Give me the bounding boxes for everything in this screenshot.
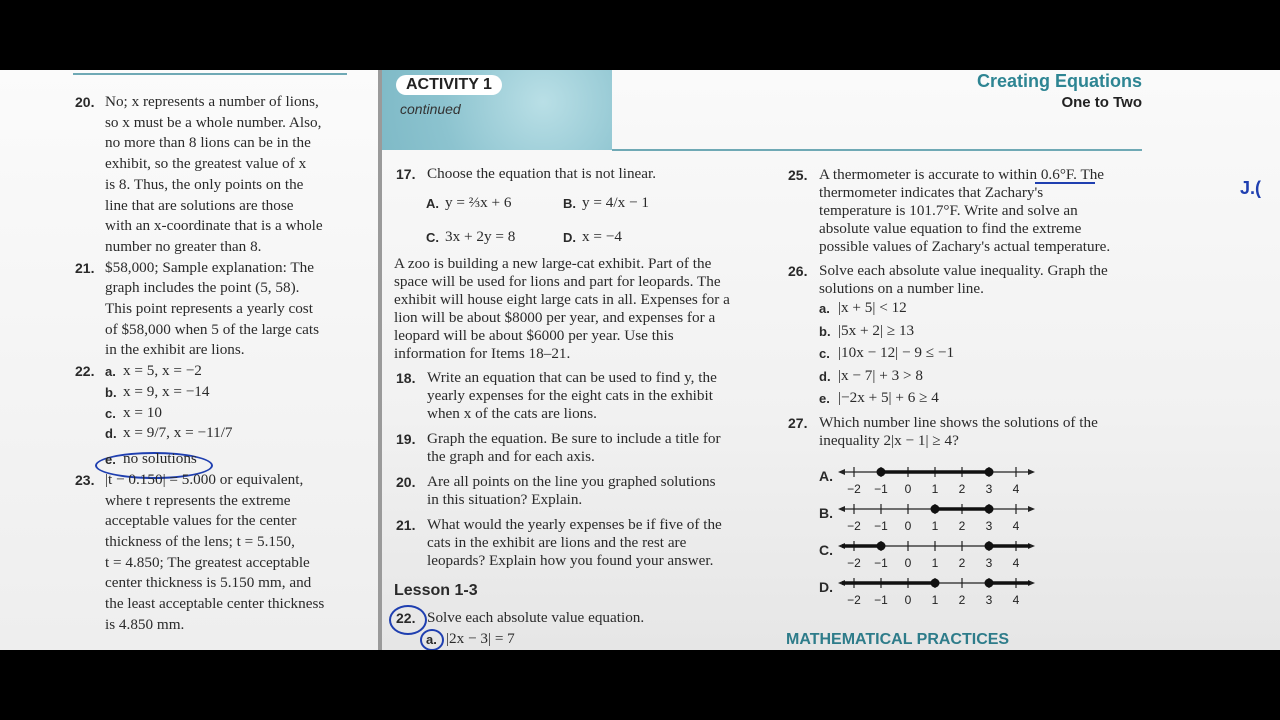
lesson-heading: Lesson 1-3 xyxy=(394,582,478,599)
column-divider xyxy=(378,70,382,650)
choice-text: y = 4/x − 1 xyxy=(582,194,649,211)
item-number: 20. xyxy=(75,94,95,110)
item-text: |t − 0.150| = 5.000 or equivalent, xyxy=(105,470,304,488)
tick-label: 1 xyxy=(931,519,939,533)
item-number: 19. xyxy=(396,431,416,447)
intro-text: space will be used for lions and part for leopards. The xyxy=(394,273,721,290)
part-label: a. xyxy=(426,632,437,647)
rule xyxy=(73,73,347,75)
item-text: the least acceptable center thickness xyxy=(105,595,325,613)
item-text: yearly expenses for the eight cats in the exhibit xyxy=(427,387,713,404)
tick-label: 2 xyxy=(958,519,966,533)
part-text: x = 9, x = −14 xyxy=(123,382,210,400)
closed-point xyxy=(985,468,994,477)
handwritten-annotation: J.( xyxy=(1240,178,1262,198)
item-text: t = 4.850; The greatest acceptable xyxy=(105,553,310,571)
choice-text: x = −4 xyxy=(582,228,622,245)
item-text: acceptable values for the center xyxy=(105,512,297,530)
arrow-right xyxy=(1028,469,1035,475)
intro-text: information for Items 18–21. xyxy=(394,345,571,362)
item-text: Graph the equation. Be sure to include a title for xyxy=(427,430,721,447)
numberline-label: B. xyxy=(819,505,833,521)
item-text: Choose the equation that is not linear. xyxy=(427,165,657,182)
item-number: 22. xyxy=(396,610,416,626)
item-text: in the exhibit are lions. xyxy=(105,341,245,359)
item-text: when x of the cats are lions. xyxy=(427,405,597,422)
part-label: d. xyxy=(105,426,117,442)
item-text: solutions on a number line. xyxy=(819,280,984,297)
tick-label: −1 xyxy=(874,556,888,570)
numberline-label: A. xyxy=(819,468,833,484)
part-label: a. xyxy=(819,301,830,316)
item-text: Are all points on the line you graphed solutions xyxy=(427,473,716,490)
part-label: e. xyxy=(819,391,830,406)
item-number: 18. xyxy=(396,370,416,386)
item-text: number no greater than 8. xyxy=(105,237,262,255)
closed-point xyxy=(985,579,994,588)
textbook-page xyxy=(0,70,1280,650)
page-subtitle: One to Two xyxy=(1061,94,1142,111)
closed-point xyxy=(931,505,940,514)
intro-text: exhibit will house eight large cats in all. Expenses for a xyxy=(394,291,730,308)
item-text: of $58,000 when 5 of the large cats xyxy=(105,320,319,338)
tick-label: −2 xyxy=(847,556,861,570)
item-text: exhibit, so the greatest value of x xyxy=(105,155,307,173)
part-text: no solutions xyxy=(123,450,197,468)
page-title: Creating Equations xyxy=(976,71,1142,91)
continued-label: continued xyxy=(400,101,461,117)
activity-label: ACTIVITY 1 xyxy=(396,75,502,95)
choice-label: B. xyxy=(563,196,576,211)
item-number: 21. xyxy=(75,259,95,276)
closed-point xyxy=(985,505,994,514)
item-text: line that are solutions are those xyxy=(105,196,294,214)
tick-label: 4 xyxy=(1012,556,1020,570)
closed-point xyxy=(877,542,886,551)
closed-point xyxy=(985,542,994,551)
arrow-right xyxy=(1028,506,1035,512)
tick-label: 3 xyxy=(985,556,993,570)
part-text: |2x − 3| = 7 xyxy=(446,630,515,647)
tick-label: 3 xyxy=(985,519,993,533)
tick-label: 2 xyxy=(958,556,966,570)
part-text: |10x − 12| − 9 ≤ −1 xyxy=(838,344,955,361)
rule xyxy=(612,149,1142,151)
arrow-left xyxy=(838,469,845,475)
item-text: inequality 2|x − 1| ≥ 4? xyxy=(819,432,959,449)
item-text: What would the yearly expenses be if five of the xyxy=(427,516,722,533)
part-text: |x − 7| + 3 > 8 xyxy=(838,366,923,384)
item-text: Which number line shows the solutions of the xyxy=(819,414,1098,431)
item-text: where t represents the extreme xyxy=(105,491,291,509)
section-heading: MATHEMATICAL PRACTICES xyxy=(786,631,1010,648)
item-text: center thickness is 5.150 mm, and xyxy=(105,574,312,592)
item-number: 21. xyxy=(396,517,416,533)
number-line-a xyxy=(836,462,1046,498)
item-text: with an x-coordinate that is a whole xyxy=(105,217,323,235)
item-text: leopards? Explain how you found your answer. xyxy=(427,552,714,569)
item-number: 17. xyxy=(396,166,416,182)
item-number: 23. xyxy=(75,471,95,488)
tick-label: 1 xyxy=(931,482,939,496)
item-text: so x must be a whole number. Also, xyxy=(105,113,322,131)
tick-label: 2 xyxy=(958,593,966,607)
item-text: is 4.850 mm. xyxy=(105,615,185,633)
tick-label: −2 xyxy=(847,519,861,533)
item-text: the graph and for each axis. xyxy=(427,448,595,465)
numberline-label: C. xyxy=(819,542,833,558)
part-label: c. xyxy=(819,346,830,361)
part-label: b. xyxy=(819,323,831,339)
closed-point xyxy=(877,468,886,477)
item-number: 25. xyxy=(788,167,808,183)
item-text: Solve each absolute value inequality. Graph the xyxy=(819,262,1108,279)
tick-label: 4 xyxy=(1012,593,1020,607)
tick-label: 3 xyxy=(985,482,993,496)
tick-label: −2 xyxy=(847,482,861,496)
tick-label: −1 xyxy=(874,593,888,607)
part-label: b. xyxy=(105,384,117,400)
item-number: 22. xyxy=(75,363,95,380)
part-label: d. xyxy=(819,368,831,384)
item-text: This point represents a yearly cost xyxy=(105,300,313,317)
item-number: 20. xyxy=(396,474,416,490)
tick-label: 0 xyxy=(904,556,912,570)
item-text: no more than 8 lions can be in the xyxy=(105,134,311,152)
choice-text: 3x + 2y = 8 xyxy=(445,228,516,245)
item-text: graph includes the point (5, 58). xyxy=(105,279,300,297)
intro-text: lion will be about $8000 per year, and expenses for a xyxy=(394,309,716,326)
part-text: x = 5, x = −2 xyxy=(123,362,202,380)
part-text: x = 9/7, x = −11/7 xyxy=(123,424,233,442)
item-number: 26. xyxy=(788,263,808,279)
part-text: |x + 5| < 12 xyxy=(838,299,907,316)
tick-label: 1 xyxy=(931,556,939,570)
choice-label: A. xyxy=(426,196,439,211)
tick-label: −1 xyxy=(874,482,888,496)
item-text: $58,000; Sample explanation: The xyxy=(105,258,314,276)
part-text: |−2x + 5| + 6 ≥ 4 xyxy=(838,389,939,406)
tick-label: 3 xyxy=(985,593,993,607)
item-text: No; x represents a number of lions, xyxy=(105,93,319,110)
choice-text: y = ⅔x + 6 xyxy=(445,194,512,211)
number-line-b xyxy=(836,499,1046,535)
tick-label: −2 xyxy=(847,593,861,607)
tick-label: 2 xyxy=(958,482,966,496)
item-text: Write an equation that can be used to find y, the xyxy=(427,369,717,386)
item-text: temperature is 101.7°F. Write and solve an xyxy=(819,202,1078,219)
choice-label: C. xyxy=(426,230,439,245)
closed-point xyxy=(931,579,940,588)
item-number: 27. xyxy=(788,415,808,431)
numberline-label: D. xyxy=(819,579,833,595)
item-text: cats in the exhibit are lions and the rest are xyxy=(427,534,687,551)
tick-label: 1 xyxy=(931,593,939,607)
item-text: Solve each absolute value equation. xyxy=(427,609,645,626)
tick-label: 4 xyxy=(1012,482,1020,496)
item-text: absolute value equation to find the extreme xyxy=(819,220,1082,237)
item-text: thickness of the lens; t = 5.150, xyxy=(105,533,295,550)
part-label: a. xyxy=(105,364,116,380)
part-text: x = 10 xyxy=(123,403,162,421)
item-text: possible values of Zachary's actual temperature. xyxy=(819,238,1111,255)
tick-label: 0 xyxy=(904,519,912,533)
activity-banner xyxy=(382,70,612,150)
choice-label: D. xyxy=(563,230,576,245)
number-line-d xyxy=(836,573,1046,609)
tick-label: 0 xyxy=(904,482,912,496)
number-line-c xyxy=(836,536,1046,572)
intro-text: leopard will be about $6000 per year. Use this xyxy=(394,327,674,344)
tick-label: −1 xyxy=(874,519,888,533)
arrow-left xyxy=(838,506,845,512)
item-text: in this situation? Explain. xyxy=(427,491,583,508)
item-text: thermometer indicates that Zachary's xyxy=(819,184,1044,201)
part-label: e. xyxy=(105,452,116,468)
item-text: is 8. Thus, the only points on the xyxy=(105,175,304,193)
tick-label: 0 xyxy=(904,593,912,607)
part-label: c. xyxy=(105,405,116,421)
part-text: |5x + 2| ≥ 13 xyxy=(838,321,915,339)
tick-label: 4 xyxy=(1012,519,1020,533)
intro-text: A zoo is building a new large-cat exhibit. Part of the xyxy=(394,255,712,272)
item-text: A thermometer is accurate to within 0.6°F. The xyxy=(819,166,1105,183)
